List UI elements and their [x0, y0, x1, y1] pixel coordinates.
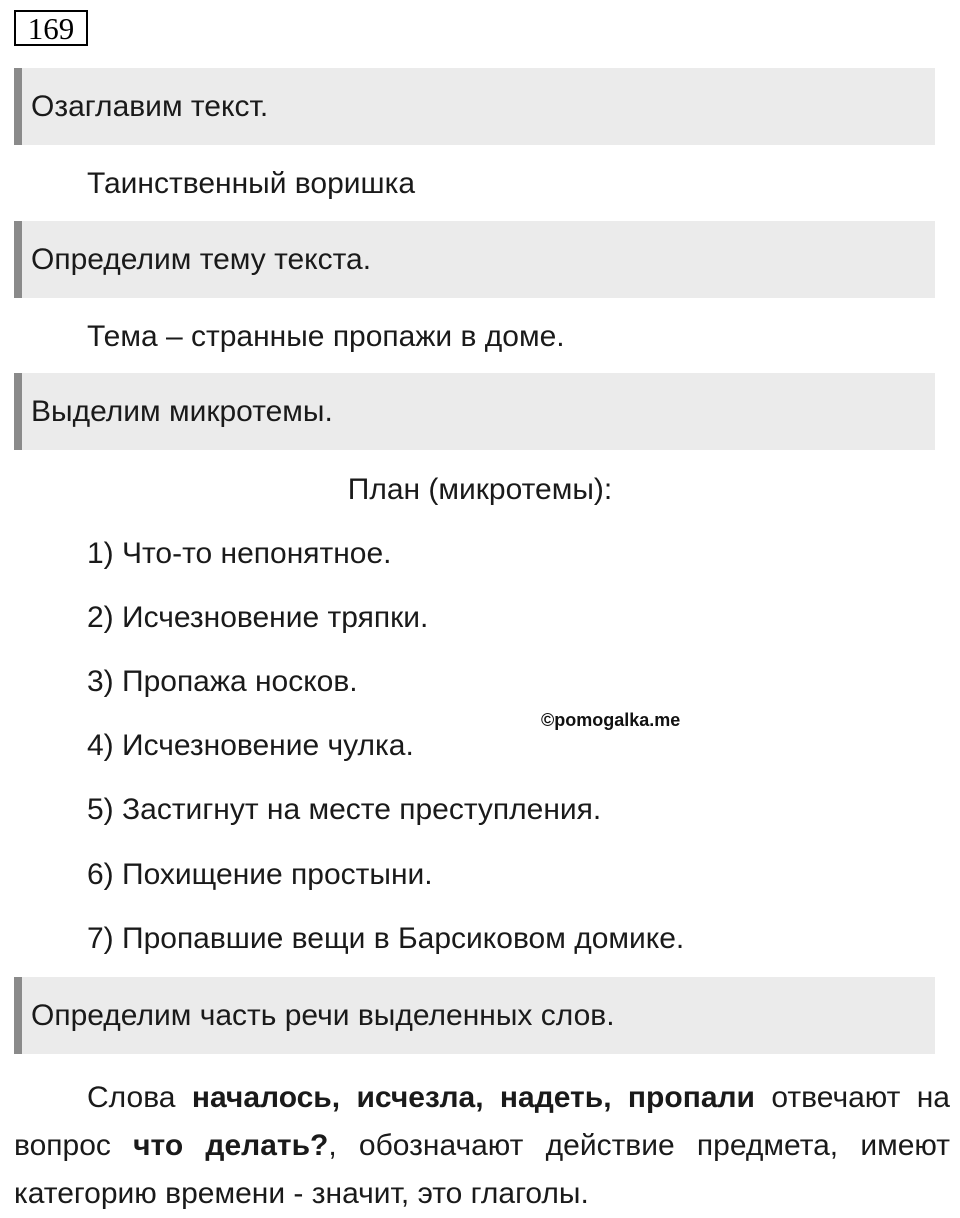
highlighted-words: началось, исчезла, надеть, пропали	[191, 1081, 755, 1114]
plan-item: 3) Пропажа носков.	[87, 665, 358, 698]
section-heading-microthemes: Выделим микротемы.	[14, 373, 935, 450]
conclusion-paragraph	[14, 1074, 950, 1218]
section-heading-theme: Определим тему текста.	[14, 221, 935, 298]
theme-answer: Тема – странные пропажи в доме.	[87, 320, 565, 353]
plan-item: 5) Застигнут на месте преступления.	[87, 793, 602, 826]
plan-item: 2) Исчезновение тряпки.	[87, 601, 429, 634]
section-heading-title: Озаглавим текст.	[14, 68, 935, 145]
plan-title: План (микротемы):	[347, 473, 613, 506]
section-heading-parts-of-speech: Определим часть речи выделенных слов.	[14, 977, 935, 1054]
plan-item: 4) Исчезновение чулка.	[87, 729, 414, 762]
plan-item: 6) Похищение простыни.	[87, 858, 433, 891]
plan-item: 1) Что-то непонятное.	[87, 537, 392, 570]
question-words: что делать?	[133, 1129, 329, 1162]
plan-item: 7) Пропавшие вещи в Барсиковом домике.	[87, 922, 685, 955]
conclusion-text: , обозначают действие предмета, имеют категорию времени - значит, это глаголы.	[14, 1129, 951, 1210]
task-number: 169	[14, 10, 88, 46]
title-answer: Таинственный воришка	[87, 167, 416, 200]
conclusion-text: отвечают на вопрос	[14, 1081, 950, 1162]
watermark: ©pomogalka.me	[541, 710, 681, 730]
conclusion-text: Слова	[87, 1081, 192, 1114]
